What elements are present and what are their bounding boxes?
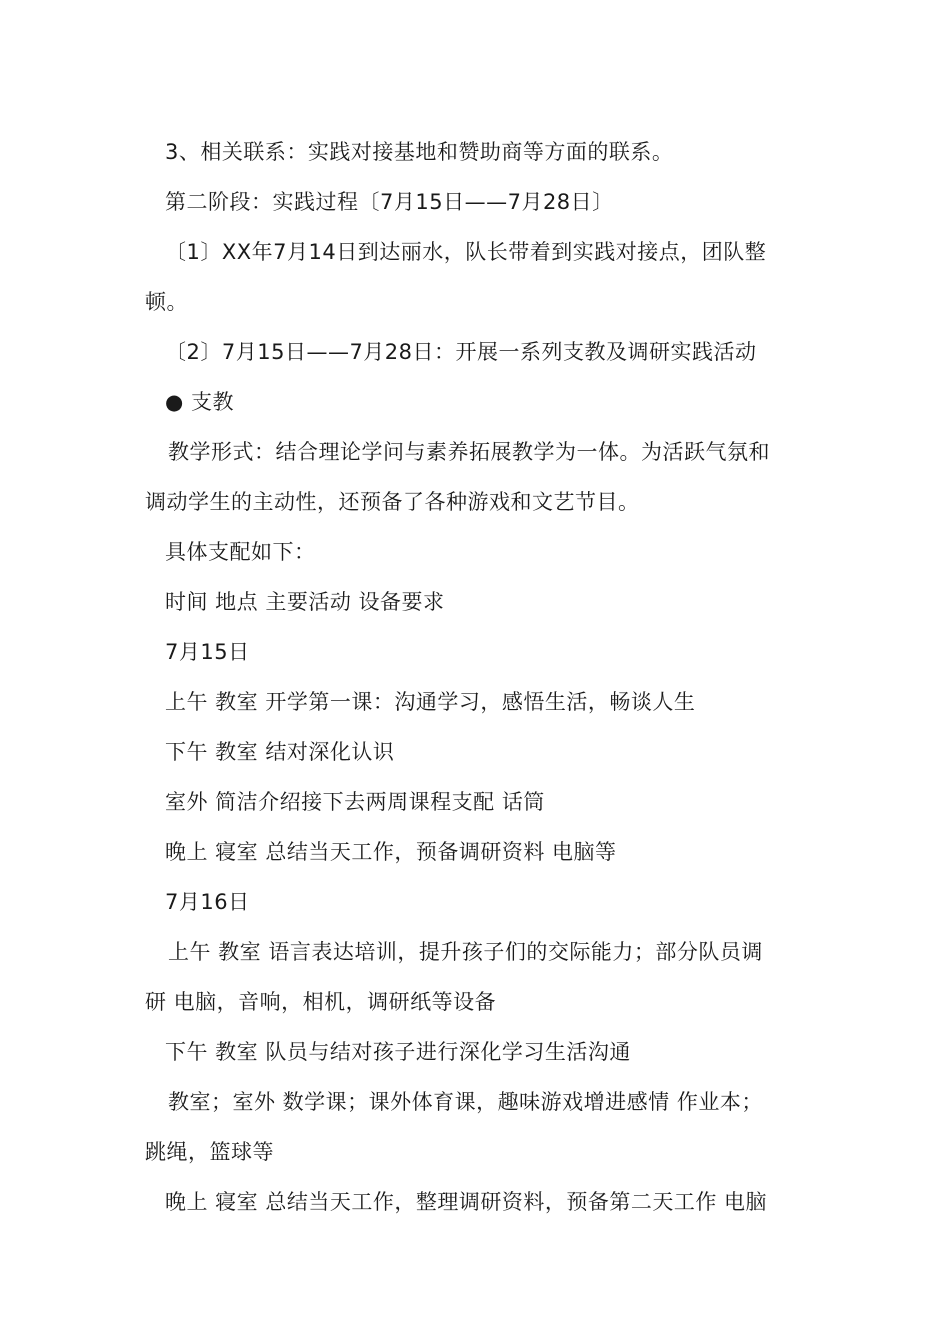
text-line: 顿。	[145, 290, 188, 314]
text-line: 教室；室外 数学课；课外体育课，趣味游戏增进感情 作业本；	[168, 1090, 763, 1114]
text-line: 时间 地点 主要活动 设备要求	[165, 590, 445, 614]
text-line: 7月15日	[165, 640, 250, 664]
text-line: 教学形式：结合理论学问与素养拓展教学为一体。为活跃气氛和	[168, 440, 770, 464]
text-line: 晚上 寝室 总结当天工作，预备调研资料 电脑等	[165, 840, 617, 864]
text-line: 下午 教室 队员与结对孩子进行深化学习生活沟通	[165, 1040, 631, 1064]
text-line: 室外 简洁介绍接下去两周课程支配 话筒	[165, 790, 545, 814]
text-line: 3、相关联系：实践对接基地和赞助商等方面的联系。	[165, 140, 674, 164]
text-line: 7月16日	[165, 890, 250, 914]
text-line: 晚上 寝室 总结当天工作，整理调研资料，预备第二天工作 电脑	[165, 1190, 768, 1214]
text-line: 调动学生的主动性，还预备了各种游戏和文艺节目。	[145, 490, 640, 514]
text-line: 上午 教室 开学第一课：沟通学习，感悟生活，畅谈人生	[165, 690, 696, 714]
text-line: 跳绳，篮球等	[145, 1140, 274, 1164]
text-line: 〔1〕XX年7月14日到达丽水，队长带着到实践对接点，团队整	[165, 240, 767, 264]
text-line: 下午 教室 结对深化认识	[165, 740, 395, 764]
text-line: 上午 教室 语言表达培训，提升孩子们的交际能力；部分队员调	[168, 940, 763, 964]
text-line: ● 支教	[165, 390, 234, 414]
text-line: 研 电脑，音响，相机，调研纸等设备	[145, 990, 497, 1014]
text-line: 具体支配如下：	[165, 540, 316, 564]
text-line: 〔2〕7月15日——7月28日：开展一系列支教及调研实践活动	[165, 340, 757, 364]
text-line: 第二阶段：实践过程〔7月15日——7月28日〕	[165, 190, 614, 214]
